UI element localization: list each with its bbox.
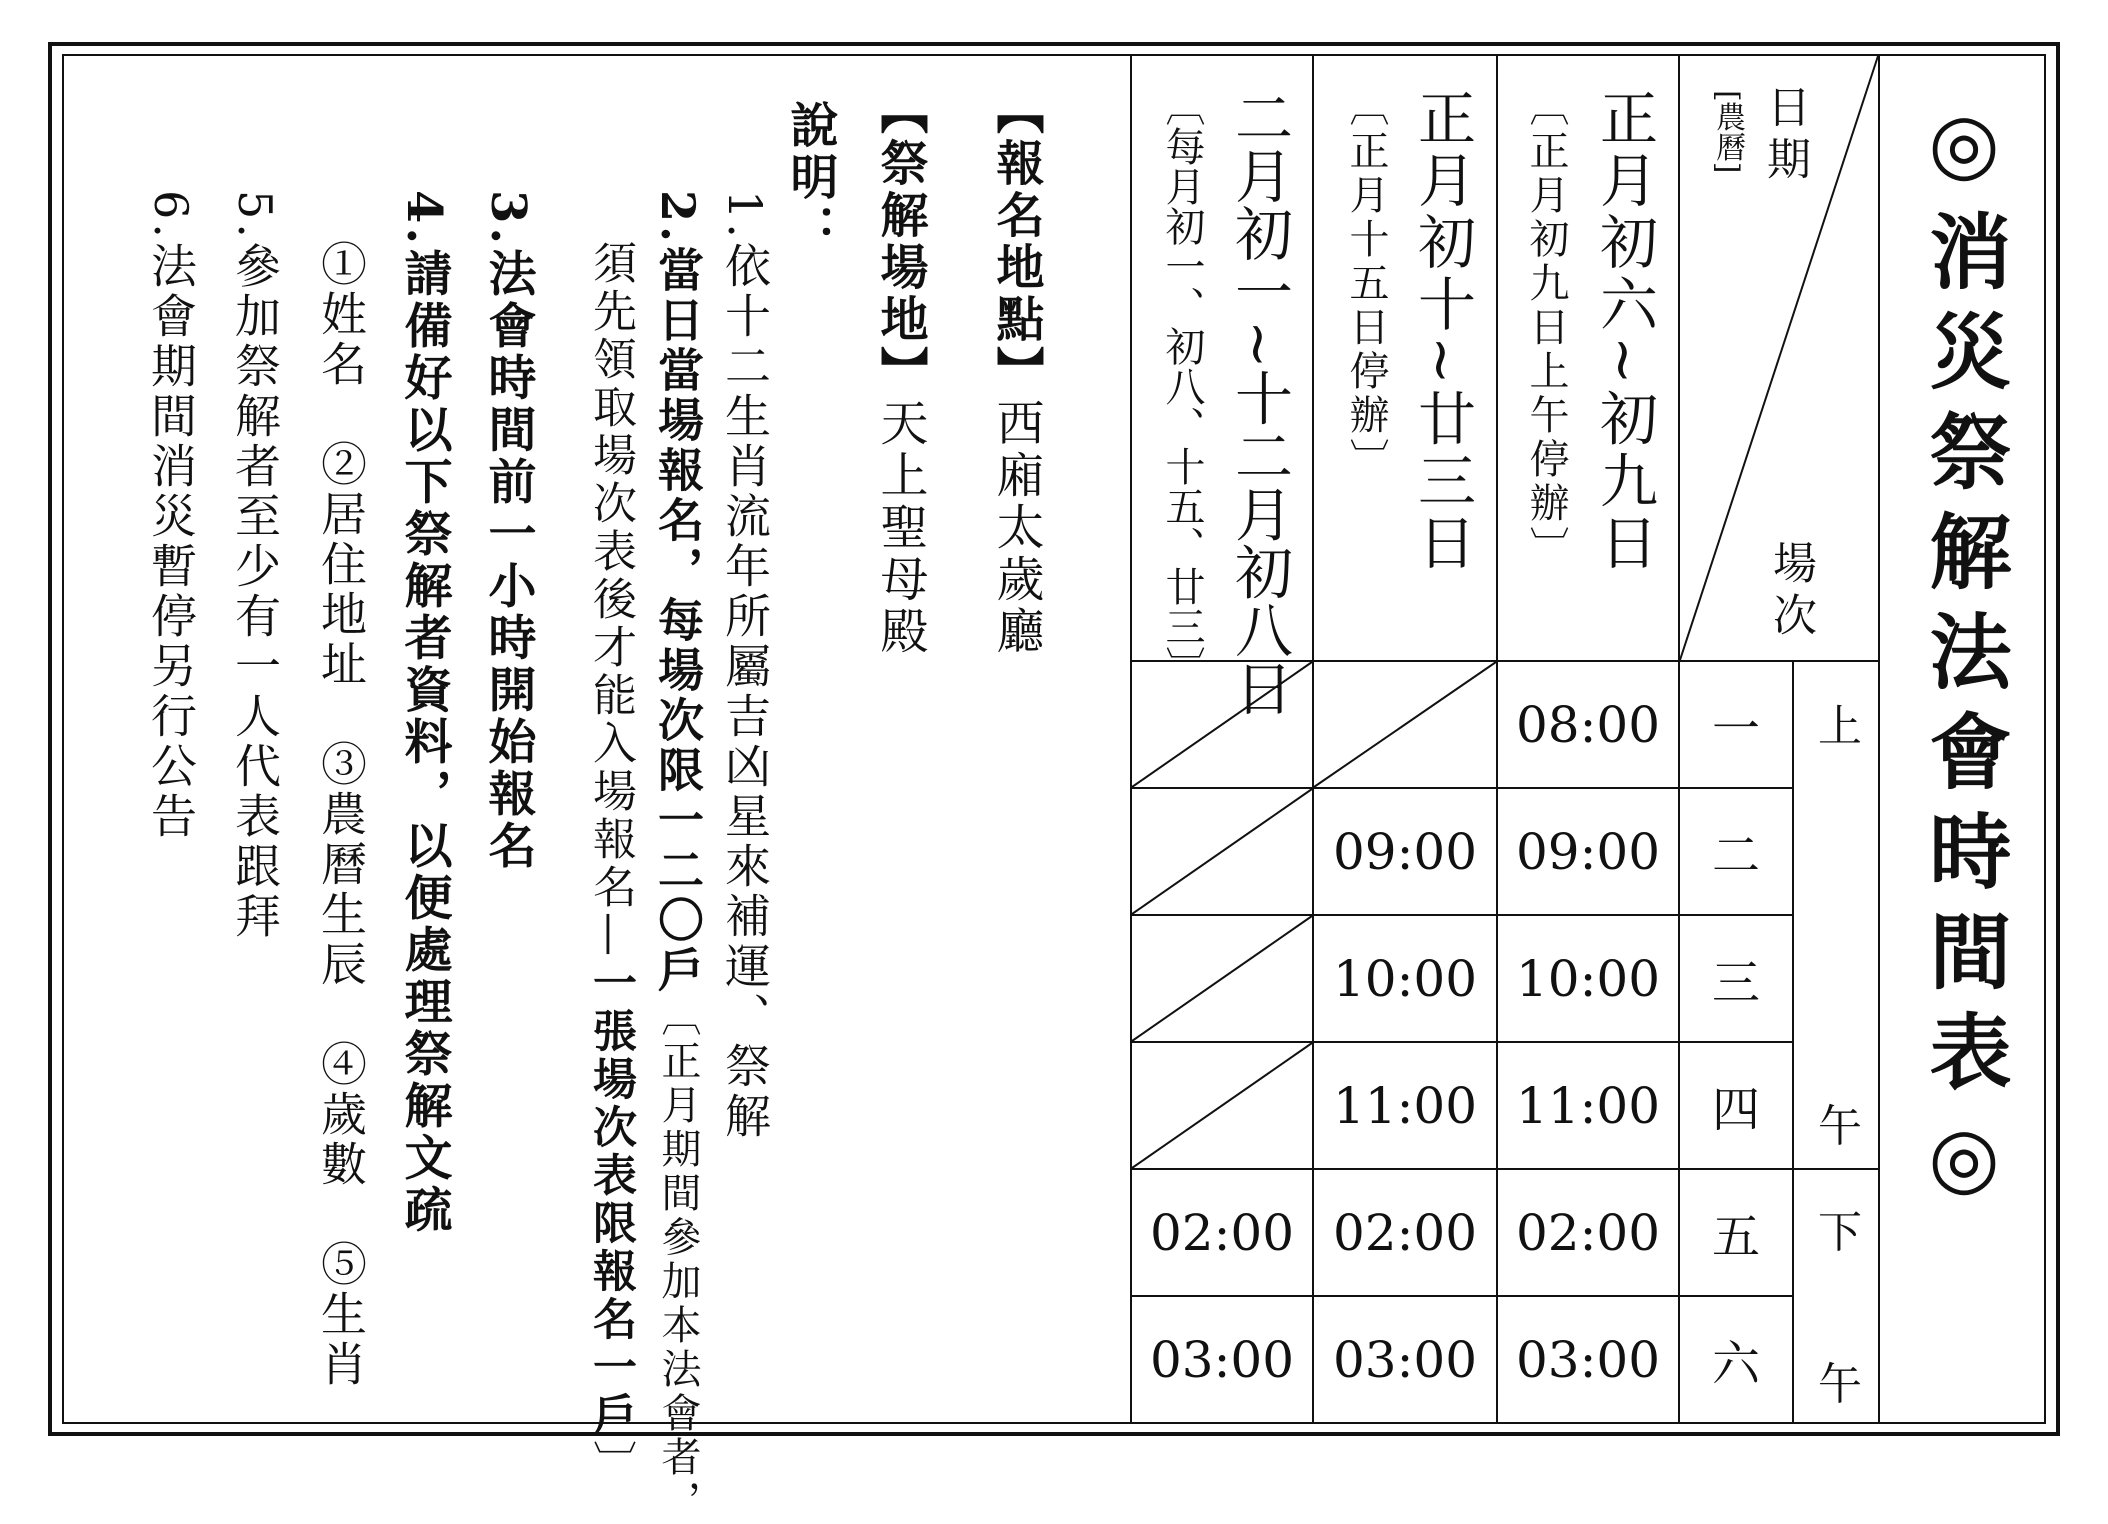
- date-label: 日期: [1759, 84, 1810, 188]
- note-2-line2: [585, 240, 636, 1488]
- time-cell: 03:00: [1515, 1330, 1661, 1389]
- time-cell: 11:00: [1515, 1076, 1661, 1135]
- session-number: 四: [1711, 1082, 1760, 1138]
- time-cell: 10:00: [1332, 949, 1478, 1008]
- note-2-line2-text: 須先領取場次表後才能入場報名—: [585, 240, 636, 960]
- col1-header: 正月初六~初九日: [1590, 88, 1658, 575]
- note-2: [651, 190, 705, 1524]
- session-number: 五: [1711, 1209, 1760, 1265]
- col2-header: 正月初十~廿三日: [1408, 88, 1476, 575]
- session-number: 六: [1711, 1336, 1760, 1392]
- note-2-limit: 一張場次表限報名一戶: [585, 960, 636, 1440]
- notes-label: 說明：: [782, 100, 838, 256]
- am-label-bottom: 午: [1818, 1101, 1862, 1152]
- note-6: 6.法會期間消災暫停另行公告: [144, 190, 198, 842]
- session-number: 一: [1711, 701, 1760, 757]
- page-title: ◎消災祭解法會時間表◎: [1916, 95, 2012, 1223]
- note-5: 5.參加祭解者至少有一人代表跟拜: [228, 190, 282, 942]
- note-2-detail: 〔正月期間參加本法會者，: [655, 996, 701, 1524]
- note-2-main: 2.當日當場報名，每場次限一二〇戶: [651, 190, 705, 997]
- venue-value: 天上聖母殿: [872, 398, 928, 658]
- time-cell: 10:00: [1515, 949, 1661, 1008]
- note-4-items: ①姓名 ②居住地址 ③農曆生辰 ④歲數 ⑤生肖: [314, 240, 368, 1390]
- col2-note: 〔正月十五日停辦〕: [1343, 86, 1389, 482]
- col3-header: 二月初一~十二月初八日: [1225, 88, 1293, 717]
- register-label: 【報名地點】: [988, 86, 1044, 398]
- time-cell: 08:00: [1515, 695, 1661, 754]
- col1-note: 〔正月初九日上午停辦〕: [1523, 86, 1569, 570]
- time-cell: 03:00: [1332, 1330, 1478, 1389]
- am-label-top: 上: [1818, 701, 1862, 752]
- note-3: 3.法會時間前一小時開始報名: [480, 190, 536, 873]
- time-cell: 03:00: [1149, 1330, 1295, 1389]
- time-cell: 02:00: [1332, 1203, 1478, 1262]
- session-number: 三: [1711, 955, 1760, 1011]
- session-label: 場次: [1765, 540, 1816, 644]
- col3-note: 〔每月初一、初八、十五、廿三〕: [1159, 86, 1205, 686]
- time-cell: 02:00: [1515, 1203, 1661, 1262]
- time-cell: 09:00: [1515, 822, 1661, 881]
- date-note: [農曆]: [1710, 90, 1745, 174]
- pm-label-bottom: 午: [1818, 1359, 1862, 1410]
- time-cell: 11:00: [1332, 1076, 1478, 1135]
- register-value: 西廂太歲廳: [988, 398, 1044, 658]
- note-2-close: 〕: [585, 1440, 636, 1488]
- note-4: 4.請備好以下祭解者資料，以便處理祭解文疏: [396, 190, 452, 1237]
- venue-label: 【祭解場地】: [872, 86, 928, 398]
- session-number: 二: [1711, 828, 1760, 884]
- venue-location: [872, 86, 928, 658]
- time-cell: 02:00: [1149, 1203, 1295, 1262]
- note-1: 1.依十二生肖流年所屬吉凶星來補運、祭解: [718, 190, 772, 1142]
- time-cell: 09:00: [1332, 822, 1478, 881]
- pm-label-top: 下: [1818, 1207, 1862, 1258]
- register-location: [988, 86, 1044, 658]
